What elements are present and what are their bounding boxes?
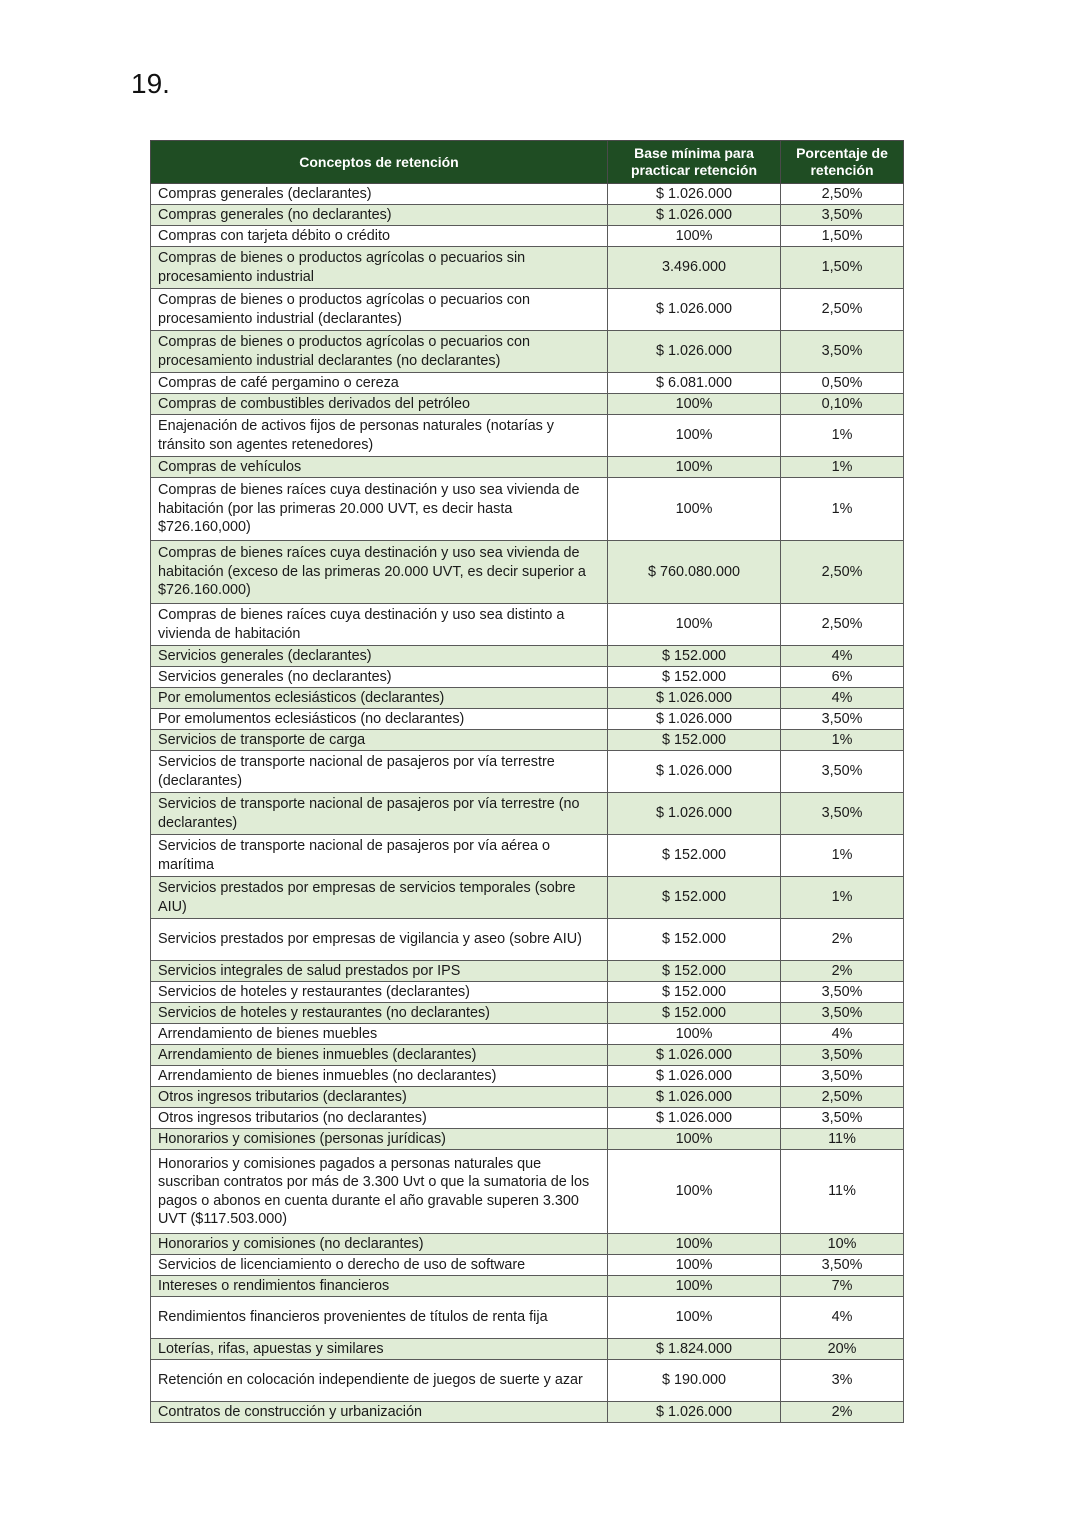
percentage-cell: 1% bbox=[781, 415, 904, 457]
concept-cell: Otros ingresos tributarios (no declarantes) bbox=[151, 1108, 608, 1129]
percentage-cell: 1% bbox=[781, 457, 904, 478]
table-row bbox=[151, 394, 904, 415]
concept-cell: Por emolumentos eclesiásticos (declarantes) bbox=[151, 688, 608, 709]
table-row bbox=[151, 1003, 904, 1024]
table-row bbox=[151, 205, 904, 226]
concept-cell: Compras de bienes o productos agrícolas o pecuarios con procesamiento industrial declarantes (no declarantes) bbox=[151, 331, 608, 373]
base-cell: 100% bbox=[608, 1024, 781, 1045]
header-percentage: Porcentaje de retención bbox=[781, 141, 904, 184]
base-cell: 100% bbox=[608, 478, 781, 541]
base-cell: 100% bbox=[608, 1276, 781, 1297]
table-row bbox=[151, 1360, 904, 1402]
base-cell: $ 1.026.000 bbox=[608, 688, 781, 709]
table-row bbox=[151, 415, 904, 457]
base-cell: $ 1.026.000 bbox=[608, 1087, 781, 1108]
table-row bbox=[151, 184, 904, 205]
concept-cell: Compras de bienes o productos agrícolas o pecuarios con procesamiento industrial (declarantes) bbox=[151, 289, 608, 331]
percentage-cell: 1,50% bbox=[781, 247, 904, 289]
table-row bbox=[151, 919, 904, 961]
base-cell: $ 1.026.000 bbox=[608, 751, 781, 793]
base-cell: 100% bbox=[608, 604, 781, 646]
concept-cell: Compras de café pergamino o cereza bbox=[151, 373, 608, 394]
table-row bbox=[151, 667, 904, 688]
table-row bbox=[151, 688, 904, 709]
base-cell: 100% bbox=[608, 1150, 781, 1234]
table-row bbox=[151, 604, 904, 646]
table-row bbox=[151, 1087, 904, 1108]
percentage-cell: 10% bbox=[781, 1234, 904, 1255]
concept-cell: Servicios de licenciamiento o derecho de uso de software bbox=[151, 1255, 608, 1276]
table-row bbox=[151, 373, 904, 394]
base-cell: $ 760.080.000 bbox=[608, 541, 781, 604]
base-cell: 3.496.000 bbox=[608, 247, 781, 289]
percentage-cell: 1,50% bbox=[781, 226, 904, 247]
base-cell: $ 6.081.000 bbox=[608, 373, 781, 394]
percentage-cell: 2% bbox=[781, 919, 904, 961]
base-cell: $ 1.026.000 bbox=[608, 1402, 781, 1423]
percentage-cell: 3,50% bbox=[781, 1003, 904, 1024]
concept-cell: Rendimientos financieros provenientes de títulos de renta fija bbox=[151, 1297, 608, 1339]
base-cell: 100% bbox=[608, 226, 781, 247]
percentage-cell: 3,50% bbox=[781, 1255, 904, 1276]
table-row bbox=[151, 982, 904, 1003]
concept-cell: Servicios de hoteles y restaurantes (declarantes) bbox=[151, 982, 608, 1003]
percentage-cell: 2,50% bbox=[781, 1087, 904, 1108]
percentage-cell: 11% bbox=[781, 1150, 904, 1234]
base-cell: 100% bbox=[608, 1255, 781, 1276]
table-row bbox=[151, 226, 904, 247]
concept-cell: Arrendamiento de bienes inmuebles (declarantes) bbox=[151, 1045, 608, 1066]
table-row bbox=[151, 1297, 904, 1339]
table-row bbox=[151, 457, 904, 478]
concept-cell: Servicios prestados por empresas de vigilancia y aseo (sobre AIU) bbox=[151, 919, 608, 961]
page-number: 19. bbox=[131, 68, 170, 99]
concept-cell: Compras de bienes raíces cuya destinación y uso sea vivienda de habitación (exceso de las primeras 20.000 UVT, es decir superior a $726.160.000) bbox=[151, 541, 608, 604]
concept-cell: Intereses o rendimientos financieros bbox=[151, 1276, 608, 1297]
table-row bbox=[151, 1045, 904, 1066]
concept-cell: Servicios generales (declarantes) bbox=[151, 646, 608, 667]
retention-table bbox=[150, 140, 904, 1423]
concept-cell: Contratos de construcción y urbanización bbox=[151, 1402, 608, 1423]
concept-cell: Servicios prestados por empresas de servicios temporales (sobre AIU) bbox=[151, 877, 608, 919]
base-cell: $ 152.000 bbox=[608, 1003, 781, 1024]
percentage-cell: 3,50% bbox=[781, 709, 904, 730]
percentage-cell: 3,50% bbox=[781, 205, 904, 226]
percentage-cell: 1% bbox=[781, 478, 904, 541]
base-cell: $ 152.000 bbox=[608, 646, 781, 667]
percentage-cell: 3,50% bbox=[781, 1108, 904, 1129]
base-cell: $ 1.026.000 bbox=[608, 1045, 781, 1066]
percentage-cell: 4% bbox=[781, 688, 904, 709]
concept-cell: Servicios generales (no declarantes) bbox=[151, 667, 608, 688]
concept-cell: Por emolumentos eclesiásticos (no declarantes) bbox=[151, 709, 608, 730]
table-row bbox=[151, 1150, 904, 1234]
table-row bbox=[151, 1339, 904, 1360]
base-cell: $ 1.026.000 bbox=[608, 289, 781, 331]
table-row bbox=[151, 835, 904, 877]
base-cell: $ 1.026.000 bbox=[608, 1066, 781, 1087]
concept-cell: Servicios de hoteles y restaurantes (no declarantes) bbox=[151, 1003, 608, 1024]
table-row bbox=[151, 1402, 904, 1423]
table-row bbox=[151, 478, 904, 541]
percentage-cell: 1% bbox=[781, 835, 904, 877]
concept-cell: Servicios de transporte nacional de pasajeros por vía terrestre (no declarantes) bbox=[151, 793, 608, 835]
percentage-cell: 3,50% bbox=[781, 1045, 904, 1066]
table-row bbox=[151, 751, 904, 793]
base-cell: $ 152.000 bbox=[608, 667, 781, 688]
percentage-cell: 4% bbox=[781, 646, 904, 667]
concept-cell: Honorarios y comisiones (no declarantes) bbox=[151, 1234, 608, 1255]
concept-cell: Enajenación de activos fijos de personas naturales (notarías y tránsito son agentes retenedores) bbox=[151, 415, 608, 457]
table-row bbox=[151, 331, 904, 373]
percentage-cell: 0,10% bbox=[781, 394, 904, 415]
concept-cell: Compras de bienes o productos agrícolas o pecuarios sin procesamiento industrial bbox=[151, 247, 608, 289]
table-row bbox=[151, 289, 904, 331]
table-row bbox=[151, 1066, 904, 1087]
concept-cell: Honorarios y comisiones (personas jurídicas) bbox=[151, 1129, 608, 1150]
table-row bbox=[151, 730, 904, 751]
base-cell: $ 1.026.000 bbox=[608, 184, 781, 205]
percentage-cell: 0,50% bbox=[781, 373, 904, 394]
table-row bbox=[151, 1129, 904, 1150]
concept-cell: Compras generales (declarantes) bbox=[151, 184, 608, 205]
concept-cell: Servicios de transporte nacional de pasajeros por vía terrestre (declarantes) bbox=[151, 751, 608, 793]
base-cell: $ 152.000 bbox=[608, 919, 781, 961]
base-cell: 100% bbox=[608, 457, 781, 478]
percentage-cell: 1% bbox=[781, 877, 904, 919]
base-cell: $ 152.000 bbox=[608, 982, 781, 1003]
base-cell: $ 1.026.000 bbox=[608, 1108, 781, 1129]
table-row bbox=[151, 1276, 904, 1297]
base-cell: $ 152.000 bbox=[608, 877, 781, 919]
header-concept: Conceptos de retención bbox=[151, 141, 608, 184]
base-cell: $ 152.000 bbox=[608, 961, 781, 982]
concept-cell: Compras generales (no declarantes) bbox=[151, 205, 608, 226]
percentage-cell: 4% bbox=[781, 1024, 904, 1045]
percentage-cell: 2,50% bbox=[781, 604, 904, 646]
base-cell: $ 1.026.000 bbox=[608, 331, 781, 373]
percentage-cell: 2,50% bbox=[781, 289, 904, 331]
base-cell: $ 1.026.000 bbox=[608, 205, 781, 226]
base-cell: 100% bbox=[608, 1297, 781, 1339]
concept-cell: Compras con tarjeta débito o crédito bbox=[151, 226, 608, 247]
percentage-cell: 2,50% bbox=[781, 184, 904, 205]
concept-cell: Servicios de transporte nacional de pasajeros por vía aérea o marítima bbox=[151, 835, 608, 877]
percentage-cell: 3,50% bbox=[781, 793, 904, 835]
concept-cell: Compras de bienes raíces cuya destinación y uso sea vivienda de habitación (por las primeras 20.000 UVT, es decir hasta $726.160,000) bbox=[151, 478, 608, 541]
base-cell: $ 1.026.000 bbox=[608, 793, 781, 835]
percentage-cell: 3% bbox=[781, 1360, 904, 1402]
concept-cell: Otros ingresos tributarios (declarantes) bbox=[151, 1087, 608, 1108]
percentage-cell: 7% bbox=[781, 1276, 904, 1297]
concept-cell: Arrendamiento de bienes inmuebles (no declarantes) bbox=[151, 1066, 608, 1087]
base-cell: $ 1.824.000 bbox=[608, 1339, 781, 1360]
concept-cell: Retención en colocación independiente de juegos de suerte y azar bbox=[151, 1360, 608, 1402]
concept-cell: Honorarios y comisiones pagados a personas naturales que suscriban contratos por más de 3.300 Uvt o que la sumatoria de los pagos o abonos en cuenta durante el año gravable superen 3.300 UVT ($117.503.000) bbox=[151, 1150, 608, 1234]
base-cell: 100% bbox=[608, 394, 781, 415]
table-row bbox=[151, 1108, 904, 1129]
percentage-cell: 1% bbox=[781, 730, 904, 751]
table-row bbox=[151, 1255, 904, 1276]
table-row bbox=[151, 541, 904, 604]
header-base: Base mínima para practicar retención bbox=[608, 141, 781, 184]
percentage-cell: 4% bbox=[781, 1297, 904, 1339]
table-row bbox=[151, 646, 904, 667]
base-cell: $ 190.000 bbox=[608, 1360, 781, 1402]
concept-cell: Arrendamiento de bienes muebles bbox=[151, 1024, 608, 1045]
table-row bbox=[151, 877, 904, 919]
percentage-cell: 3,50% bbox=[781, 751, 904, 793]
concept-cell: Servicios integrales de salud prestados por IPS bbox=[151, 961, 608, 982]
percentage-cell: 11% bbox=[781, 1129, 904, 1150]
base-cell: $ 152.000 bbox=[608, 730, 781, 751]
table-header-row bbox=[151, 141, 904, 184]
concept-cell: Compras de combustibles derivados del petróleo bbox=[151, 394, 608, 415]
base-cell: $ 1.026.000 bbox=[608, 709, 781, 730]
base-cell: 100% bbox=[608, 1234, 781, 1255]
table-row bbox=[151, 793, 904, 835]
table-row bbox=[151, 1024, 904, 1045]
concept-cell: Compras de vehículos bbox=[151, 457, 608, 478]
table-row bbox=[151, 961, 904, 982]
percentage-cell: 20% bbox=[781, 1339, 904, 1360]
percentage-cell: 2% bbox=[781, 961, 904, 982]
concept-cell: Loterías, rifas, apuestas y similares bbox=[151, 1339, 608, 1360]
table-row bbox=[151, 1234, 904, 1255]
percentage-cell: 3,50% bbox=[781, 1066, 904, 1087]
percentage-cell: 3,50% bbox=[781, 331, 904, 373]
base-cell: 100% bbox=[608, 1129, 781, 1150]
percentage-cell: 2% bbox=[781, 1402, 904, 1423]
percentage-cell: 6% bbox=[781, 667, 904, 688]
percentage-cell: 2,50% bbox=[781, 541, 904, 604]
percentage-cell: 3,50% bbox=[781, 982, 904, 1003]
base-cell: 100% bbox=[608, 415, 781, 457]
base-cell: $ 152.000 bbox=[608, 835, 781, 877]
concept-cell: Compras de bienes raíces cuya destinación y uso sea distinto a vivienda de habitación bbox=[151, 604, 608, 646]
table-row bbox=[151, 247, 904, 289]
concept-cell: Servicios de transporte de carga bbox=[151, 730, 608, 751]
table-row bbox=[151, 709, 904, 730]
